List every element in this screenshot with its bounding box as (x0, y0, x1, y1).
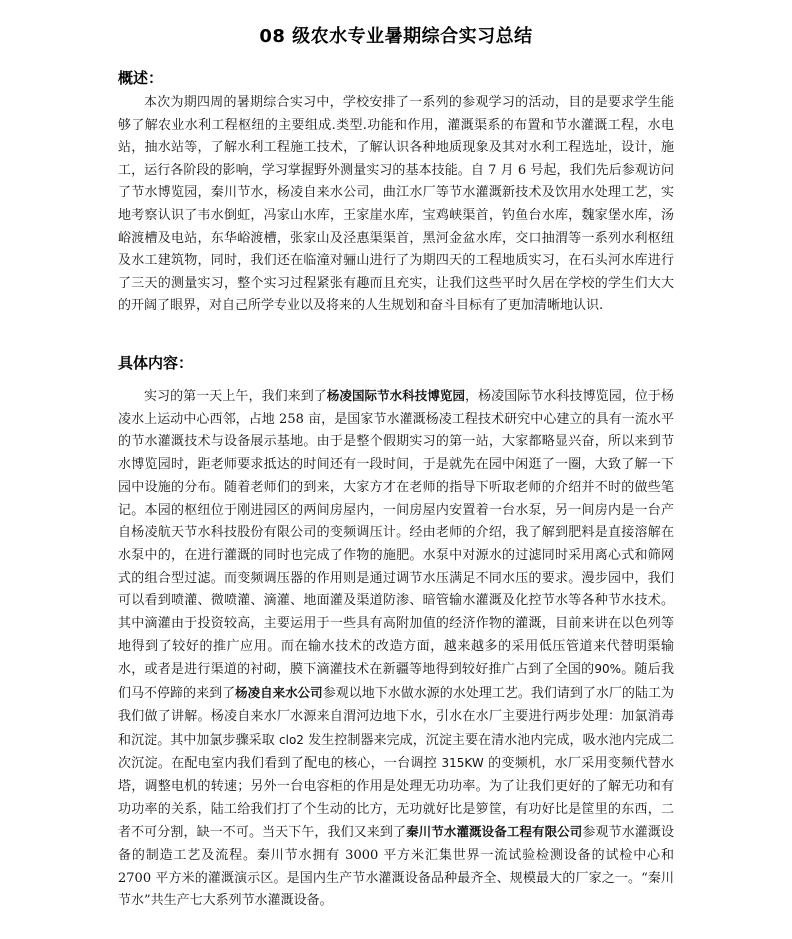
details-text-segment: 实习的第一天上午，我们来到了 (144, 389, 327, 404)
document-title: 08 级农水专业暑期综合实习总结 (259, 26, 533, 47)
bold-place-water-company: 杨凌自来水公司 (235, 685, 323, 701)
power-rating: 315KW (441, 756, 484, 771)
percentage-value: 90% (594, 662, 622, 677)
bold-place-qinchuan-company: 秦川节水灌溉设备工程有限公司 (406, 824, 583, 840)
details-paragraph (118, 385, 674, 913)
details-text-segment: 参观节水灌溉设备的制造工艺及流程。秦川节水拥有 3000 平方米汇集世界一流试验检测设备的试检中心和 2700 平方米的灌溉演示区。是国内生产节水灌溉设备品种最齐全、规模最大的厂家之一。“秦川节水”共生产七大系列节水灌溉设备。 (118, 825, 674, 909)
details-text-segment: ，杨凌国际节水科技博览园，位于杨凌水上运动中心西邻，占地 258 亩，是国家节水灌溉杨凌工程技术研究中心建立的具有一流水平的节水灌溉技术与设备展示基地。由于是整个假期实习的第一站，大家都略显兴奋，所以来到节水博览园时，距老师要求抵达的时间还有一段时间，于是就先在园中闲逛了一圈，大致了解一下园中设施的分布。随着老师们的到来，大家方才在老师的指导下听取老师的介绍并不时的做些笔记。本园的枢纽位于刚进园区的两间房屋内，一间房屋内安置着一台水泵，另一间房内是一台产自杨凌航天节水科技股份有限公司的变频调压计。经由老师的介绍，我了解到肥料是直接溶解在水泵中的，在进行灌溉的同时也完成了作物的施肥。水泵中对源水的过滤同时采用离心式和筛网式的组合型过滤。而变频调压器的作用则是通过调节水压满足不同水压的要求。漫步园中，我们可以看到喷灌、微喷灌、滴灌、地面灌及渠道防渗、暗管输水灌溉及化控节水等各种节水技术。其中滴灌由于投资较高，主要运用于一些具有高附加值的经济作物的灌溉，目前来讲在以色列等地得到了较好的推广应用。而在输水技术的改造方面，越来越多的采用低压管道来代替明渠输水，或者是进行渠道的衬砌，膜下滴灌技术在新疆等地得到较好推广占到了全国的 (118, 389, 674, 678)
details-text-segment: 发生控制器来完成，沉淀主要在清水池内完成，吸水池内完成二次沉淀。在配电室内我们看到了配电的核心，一台调控 (118, 732, 674, 772)
chemical-term: clo2 (279, 732, 304, 747)
details-text-segment: 。随后我们马不停蹄的来到了 (118, 662, 674, 702)
details-heading: 具体内容： (118, 354, 194, 372)
details-text-segment: 参观以地下水做水源的水处理工艺。我们请到了水厂的陆工为我们做了讲解。杨凌自来水厂水源来自渭河边地下水，引水在水厂主要进行两步处理：加氯消毒和沉淀。其中加氯步骤采取 (118, 686, 674, 748)
details-text-segment: 的变频机，水厂采用变频代替水塔，调整电机的转速；另外一台电容柜的作用是处理无功功率。为了让我们更好的了解无功和有功功率的关系，陆工给我们打了个生动的比方，无功就好比是箩筐，有功好比是筐里的东西，二者不可分割，缺一不可。当天下午，我们又来到了 (118, 756, 674, 841)
overview-heading: 概述： (118, 69, 164, 87)
bold-place-water-expo-park: 杨凌国际节水科技博览园 (326, 388, 466, 403)
overview-paragraph: 本次为期四周的暑期综合实习中，学校安排了一系列的参观学习的活动，目的是要求学生能够了解农业水利工程枢纽的主要组成.类型.功能和作用，灌溉渠系的布置和节水灌溉工程，水电站，抽水站等，了解水利工程施工技术，了解认识各种地质现象及其对水利工程选址，设计，施工，运行各阶段的影响，学习掌握野外测量实习的基本技能。自 7 月 6 号起，我们先后参观访问了节水博览园，秦川节水，杨凌自来水公司，曲江水厂等节水灌溉新技术及饮用水处理工艺，实地考察认识了韦水倒虹，冯家山水库，王家崖水库，宝鸡峡渠首，钓鱼台水库，魏家堡水库，汤峪渡槽及电站，东华峪渡槽，张家山及泾惠渠渠首，黑河金盆水库，交口抽渭等一系列水利枢纽及水工建筑物，同时，我们还在临潼对骊山进行了为期四天的工程地质实习，在石头河水库进行了三天的测量实习，整个实习过程紧张有趣而且充实，让我们这些平时久居在学校的学生们大大的开阔了眼界，对自己所学专业以及将来的人生规划和奋斗目标有了更加清晰地认识. (118, 95, 674, 314)
